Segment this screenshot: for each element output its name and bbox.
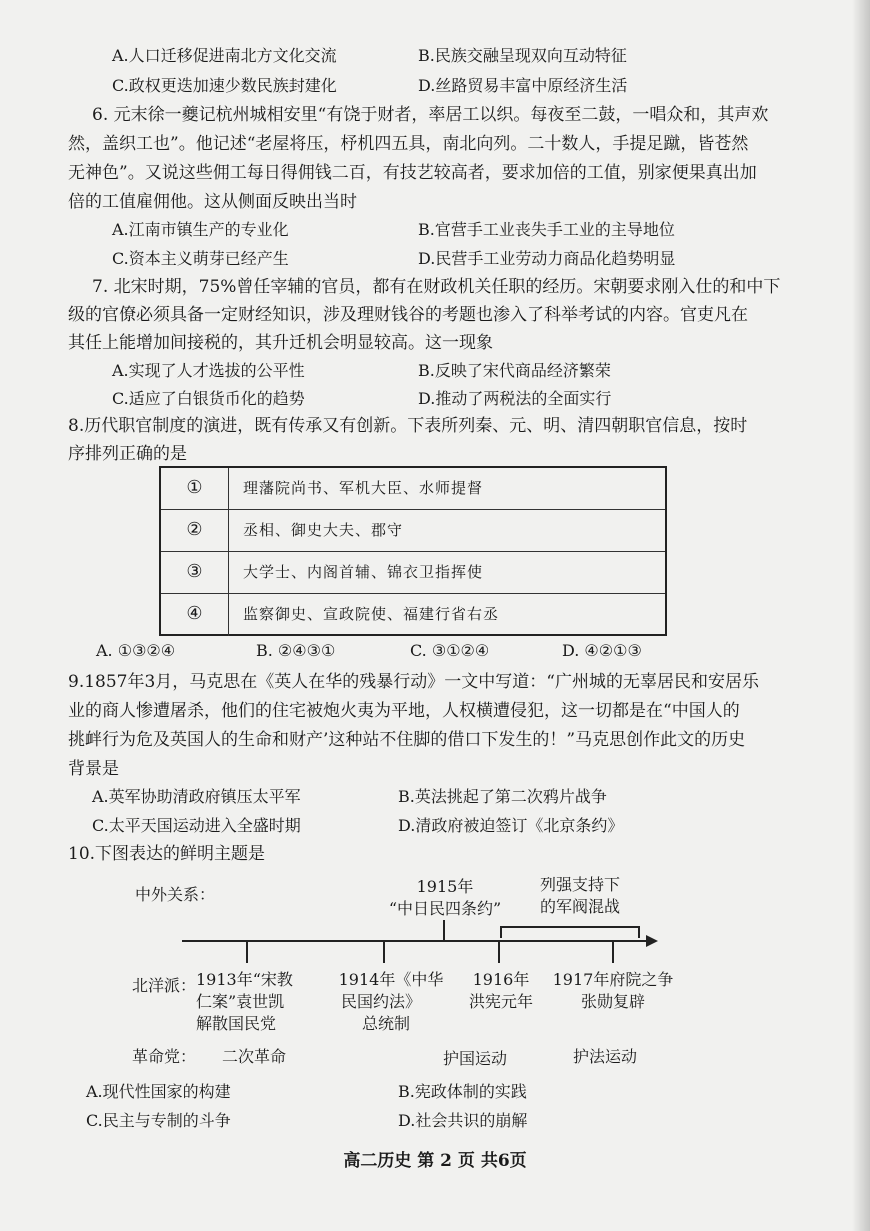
warlord-period-bracket <box>500 926 640 928</box>
q7-option-c: C.适应了白银货币化的趋势 <box>112 389 305 408</box>
event-1916-text: 1916年 <box>472 970 530 989</box>
q8-option-d: D. ④②①③ <box>562 641 642 660</box>
scan-edge-shadow <box>852 0 870 1231</box>
event-1913-text: 1913年“宋教 <box>196 970 293 989</box>
revolutionary-label: 革命党： <box>132 1047 197 1066</box>
constitution-protection-movement: 护法运动 <box>572 1047 637 1066</box>
q9-stem-line: 业的商人惨遭屠杀，他们的住宅被炮火夷为平地，人权横遭侵犯，这一切都是在“中国人的 <box>68 701 740 721</box>
q5-option-d: D.丝路贸易丰富中原经济生活 <box>418 76 628 95</box>
q6-stem-line: 然，盖织工也”。他记述“老屋将压，杼机四五具，南北向列。二十数人，手提足蹴，皆苍然 <box>68 134 749 154</box>
q9-option-c: C.太平天国运动进入全盛时期 <box>92 816 301 835</box>
row-officials: 大学士、内阁首辅、锦衣卫指挥使 <box>243 563 484 581</box>
timeline-tick-1917 <box>612 941 614 963</box>
event-1915-year: 1915年 <box>416 877 474 896</box>
q5-option-b: B.民族交融呈现双向互动特征 <box>418 46 627 65</box>
event-1913-text: 仁案”袁世凯 <box>196 992 285 1011</box>
event-1914-text: 1914年《中华 <box>338 970 444 989</box>
table-row <box>161 552 665 594</box>
timeline-tick-1916 <box>498 941 500 963</box>
q9-option-b: B.英法挑起了第二次鸦片战争 <box>398 787 607 806</box>
table-row <box>161 594 665 636</box>
q8-stem-line: 序排列正确的是 <box>68 444 187 464</box>
q7-option-d: D.推动了两税法的全面实行 <box>418 389 612 408</box>
timeline-arrowhead <box>646 935 658 947</box>
q7-stem-line: 其任上能增加间接税的，其升迁机会明显较高。这一现象 <box>68 333 493 353</box>
q10-option-d: D.社会共识的崩解 <box>398 1111 528 1130</box>
q8-option-a: A. ①③②④ <box>96 641 176 660</box>
timeline-tick-1915 <box>443 920 445 941</box>
q7-option-b: B.反映了宋代商品经济繁荣 <box>418 361 611 380</box>
beiyang-label: 北洋派： <box>132 976 197 995</box>
q6-option-c: C.资本主义萌芽已经产生 <box>112 249 289 268</box>
row-officials: 丞相、御史大夫、郡守 <box>243 521 404 539</box>
second-revolution: 二次革命 <box>222 1047 287 1066</box>
q9-stem-line: 挑衅行为危及英国人的生命和财产’这种站不住脚的借口下发生的！”马克思创作此文的历史 <box>68 730 746 750</box>
q8-option-b: B. ②④③① <box>256 641 336 660</box>
q10-option-a: A.现代性国家的构建 <box>86 1082 231 1101</box>
page-footer: 高二历史 第 2 页 共6页 <box>343 1151 527 1171</box>
bracket-left-end <box>500 926 502 938</box>
warlord-label: 的军阀混战 <box>539 897 620 916</box>
row-number: ② <box>161 510 229 551</box>
q5-option-c: C.政权更迭加速少数民族封建化 <box>112 76 337 95</box>
row-officials: 理藩院尚书、军机大臣、水师提督 <box>243 479 484 497</box>
event-1917-text: 1917年府院之争 <box>552 970 674 989</box>
table-row <box>161 510 665 552</box>
q7-stem-line: 级的官僚必须具备一定财经知识，涉及理财钱谷的考题也渗入了科举考试的内容。官吏凡在 <box>68 305 748 325</box>
timeline-tick-1913 <box>246 941 248 963</box>
table-row <box>161 468 665 510</box>
q5-option-a: A.人口迁移促进南北方文化交流 <box>112 46 337 65</box>
foreign-relations-label: 中外关系： <box>135 885 216 904</box>
q6-stem-line: 倍的工值雇佣他。这从侧面反映出当时 <box>68 192 357 212</box>
timeline-axis <box>182 940 652 942</box>
event-1917-text: 张勋复辟 <box>580 992 645 1011</box>
q6-option-a: A.江南市镇生产的专业化 <box>112 220 289 239</box>
event-1914-text: 总统制 <box>361 1014 410 1033</box>
warlord-label: 列强支持下 <box>539 875 620 894</box>
q7-option-a: A.实现了人才选拔的公平性 <box>112 361 305 380</box>
event-1914-text: 民国约法》 <box>340 992 421 1011</box>
national-protection-movement: 护国运动 <box>442 1049 507 1068</box>
q10-option-b: B.宪政体制的实践 <box>398 1082 527 1101</box>
q10-option-c: C.民主与专制的斗争 <box>86 1111 231 1130</box>
officials-table <box>159 466 667 636</box>
q8-option-c: C. ③①②④ <box>410 641 490 660</box>
q6-stem-line: 6. 元末徐一夔记杭州城相安里“有饶于财者，率居工以织。每夜至二鼓，一唱众和，其声欢 <box>92 105 769 125</box>
event-1913-text: 解散国民党 <box>196 1014 277 1033</box>
q6-stem-line: 无神色”。又说这些佣工每日得佣钱二百，有技艺较高者，要求加倍的工值，别家便果真出加 <box>68 163 757 183</box>
q9-stem-line: 背景是 <box>68 759 119 779</box>
timeline-tick-1914 <box>383 941 385 963</box>
q7-stem-line: 7. 北宋时期，75%曾任宰辅的官员，都有在财政机关任职的经历。宋朝要求刚入仕的和中下 <box>92 277 781 297</box>
q9-option-a: A.英军协助清政府镇压太平军 <box>92 787 301 806</box>
row-officials: 监察御史、宣政院使、福建行省右丞 <box>243 605 500 623</box>
q10-stem: 10.下图表达的鲜明主题是 <box>68 844 266 864</box>
q9-stem-line: 9.1857年3月，马克思在《英人在华的残暴行动》一文中写道：“广州城的无辜居民和安居乐 <box>68 672 759 692</box>
row-number: ① <box>161 468 229 509</box>
q9-option-d: D.清政府被迫签订《北京条约》 <box>398 816 624 835</box>
q6-option-b: B.官营手工业丧失手工业的主导地位 <box>418 220 675 239</box>
row-number: ③ <box>161 552 229 593</box>
row-number: ④ <box>161 594 229 636</box>
q8-stem-line: 8.历代职官制度的演进，既有传承又有创新。下表所列秦、元、明、清四朝职官信息，按时 <box>68 416 748 436</box>
q6-option-d: D.民营手工业劳动力商品化趋势明显 <box>418 249 676 268</box>
event-1916-text: 洪宪元年 <box>468 992 533 1011</box>
bracket-right-end <box>638 926 640 938</box>
event-1915-treaty: “中日民四条约” <box>388 899 502 918</box>
